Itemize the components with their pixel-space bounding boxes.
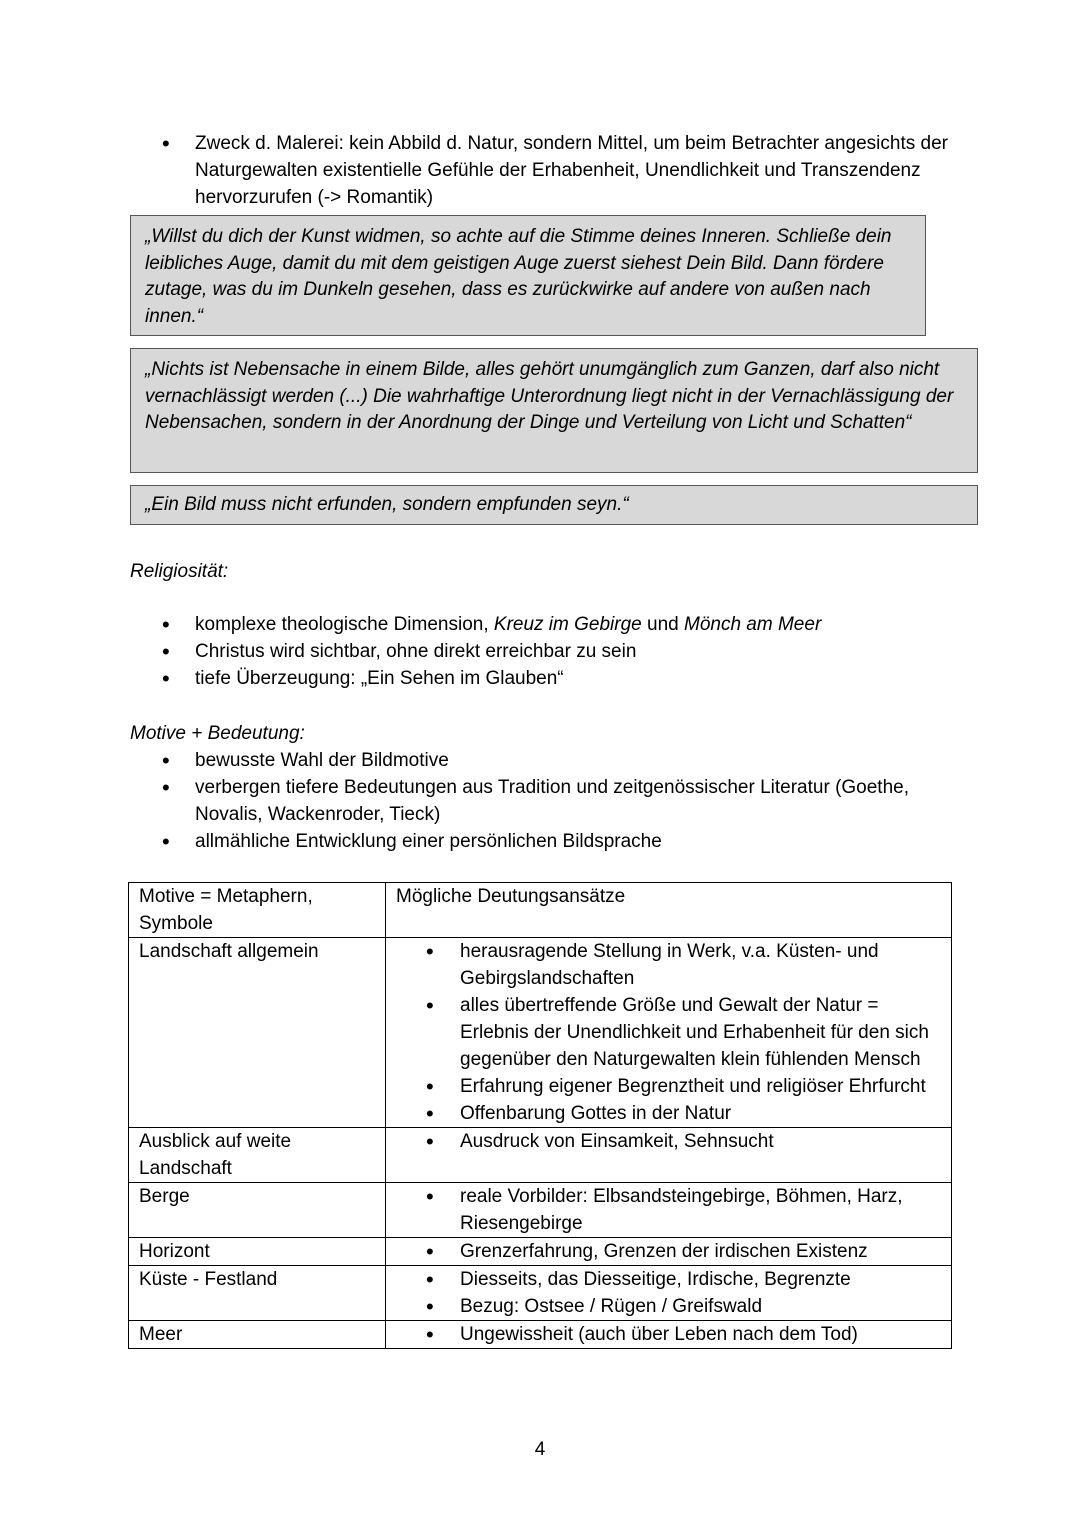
table-cell-meaning [386, 1321, 952, 1349]
table-row [129, 1321, 952, 1349]
table-cell-meaning [386, 938, 952, 1128]
list-item: • Offenbarung Gottes in der Natur [396, 1100, 941, 1127]
table-row [129, 1238, 952, 1266]
table-header-cell: Mögliche Deutungsansätze [386, 883, 952, 938]
list-item: • tiefe Überzeugung: „Ein Sehen im Glauben“ [130, 665, 980, 692]
motive-bullet-list [130, 747, 980, 855]
table-cell-motif: Ausblick auf weite Landschaft [129, 1128, 386, 1183]
list-item: • Grenzerfahrung, Grenzen der irdischen Existenz [396, 1238, 941, 1265]
list-item: • Ungewissheit (auch über Leben nach dem Tod) [396, 1321, 941, 1348]
quote-box-3 [130, 485, 978, 525]
quote-text: „Willst du dich der Kunst widmen, so achte auf die Stimme deines Inneren. Schließe dein leibliches Auge, damit du mit dem geistigen Auge zuerst siehest Dein Bild. Dann fördere zutage, was du im Dunkeln gesehen, dass es zurückwirke auf andere von außen nach innen.“ [145, 226, 892, 327]
list-item: • Ausdruck von Einsamkeit, Sehnsucht [396, 1128, 941, 1155]
list-item: • herausragende Stellung in Werk, v.a. Küsten- und Gebirgslandschaften [396, 938, 941, 992]
table-cell-meaning [386, 1128, 952, 1183]
table-row [129, 1183, 952, 1238]
intro-bullet-list [130, 130, 950, 211]
table-cell-motif: Horizont [129, 1238, 386, 1266]
list-item: • Zweck d. Malerei: kein Abbild d. Natur, sondern Mittel, um beim Betrachter angesichts der Naturgewalten existentielle Gefühle der Erhabenheit, Unendlichkeit und Transzendenz hervorzurufen (-> Romantik) [130, 130, 950, 211]
quote-text: „Ein Bild muss nicht erfunden, sondern empfunden seyn.“ [145, 494, 629, 515]
table-row [129, 1128, 952, 1183]
table-cell-motif: Landschaft allgemein [129, 938, 386, 1128]
table-cell-motif: Berge [129, 1183, 386, 1238]
list-item: • Erfahrung eigener Begrenztheit und religiöser Ehrfurcht [396, 1073, 941, 1100]
list-item: • allmähliche Entwicklung einer persönlichen Bildsprache [130, 828, 980, 855]
list-item: • verbergen tiefere Bedeutungen aus Tradition und zeitgenössischer Literatur (Goethe, Novalis, Wackenroder, Tieck) [130, 774, 980, 828]
section-heading-religion: Religiosität: [130, 561, 229, 582]
quote-box-1 [130, 215, 926, 336]
table-cell-motif: Küste - Festland [129, 1266, 386, 1321]
list-item: • Diesseits, das Diesseitige, Irdische, Begrenzte [396, 1266, 941, 1293]
list-item: • Christus wird sichtbar, ohne direkt erreichbar zu sein [130, 638, 980, 665]
religion-bullet-list [130, 611, 980, 692]
motive-table [128, 882, 952, 1349]
table-cell-motif: Meer [129, 1321, 386, 1349]
list-item: • Bezug: Ostsee / Rügen / Greifswald [396, 1293, 941, 1320]
list-item: • bewusste Wahl der Bildmotive [130, 747, 980, 774]
table-row [129, 938, 952, 1128]
table-header-row [129, 883, 952, 938]
table-cell-meaning [386, 1238, 952, 1266]
quote-text: „Nichts ist Nebensache in einem Bilde, alles gehört unumgänglich zum Ganzen, darf also nicht vernachlässigt werden (...) Die wahrhaftige Unterordnung liegt nicht in der Vernachlässigung der Nebensachen, sondern in der Anordnung der Dinge und Verteilung von Licht und Schatten“ [145, 359, 954, 433]
list-item: • komplexe theologische Dimension, Kreuz im Gebirge und Mönch am Meer [130, 611, 980, 638]
table-cell-meaning [386, 1266, 952, 1321]
table-header-cell: Motive = Metaphern, Symbole [129, 883, 386, 938]
list-item: • reale Vorbilder: Elbsandsteingebirge, Böhmen, Harz, Riesengebirge [396, 1183, 941, 1237]
table-cell-meaning [386, 1183, 952, 1238]
page-number: 4 [534, 1439, 546, 1460]
list-item: • alles übertreffende Größe und Gewalt der Natur = Erlebnis der Unendlichkeit und Erhabenheit für den sich gegenüber den Naturgewalten klein fühlenden Mensch [396, 992, 941, 1073]
quote-box-2 [130, 348, 978, 473]
table-row [129, 1266, 952, 1321]
section-heading-motive: Motive + Bedeutung: [130, 723, 305, 744]
